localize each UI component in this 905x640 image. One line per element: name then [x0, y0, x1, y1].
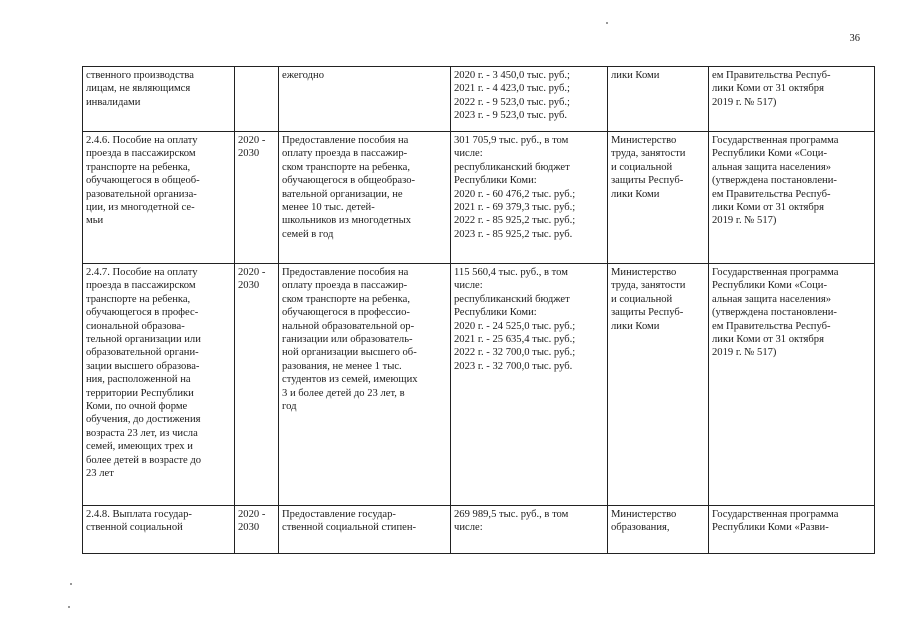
result-cell [279, 132, 451, 264]
measure-cell [83, 67, 235, 132]
cell-text-line: разовательной организа- [86, 188, 197, 200]
cell-text-line: ственного производства [86, 70, 194, 81]
cell-text-line: проезда в пассажирском [86, 280, 196, 292]
cell-text-line: 3 и более детей до 23 лет, в [282, 387, 405, 399]
cell-text-line: числе: [454, 148, 483, 160]
cell-text-line: числе: [454, 280, 483, 292]
cell-text-line: обучающегося в профессио- [282, 307, 410, 319]
page-number: 36 [849, 33, 860, 44]
cell-text-line: 2020 г. - 3 450,0 тыс. руб.; [454, 70, 570, 81]
scan-speck [70, 583, 72, 585]
measure-cell [83, 506, 235, 554]
years-cell [235, 264, 279, 506]
cell-text-line: более детей в возрасте до [86, 454, 202, 466]
years-cell [235, 132, 279, 264]
cell-text-line: 2.4.8. Выплата государ- [86, 509, 192, 520]
cell-text-line: лики Коми [611, 320, 660, 332]
cell-text-line: 2019 г. № 517) [712, 347, 777, 359]
cell-text-line: Министерство [611, 509, 677, 520]
executor-cell [608, 67, 709, 132]
cell-text-line: Республики Коми «Разви- [712, 522, 829, 534]
cell-text-line: тельной организации или [86, 334, 201, 346]
cell-text-line: ния, расположенной на [86, 374, 191, 386]
cell-text-line: сиональной образова- [86, 320, 185, 332]
cell-text-line: Государственная программа [712, 135, 839, 146]
cell-text-line: Коми, по очной форме [86, 401, 188, 413]
measures-table [82, 66, 875, 554]
cell-text-line: Министерство [611, 267, 677, 278]
cell-text-line: лики Коми от 31 октября [712, 83, 824, 95]
cell-text-line: 2030 [238, 148, 260, 160]
cell-text-line: транспорте на ребенка, [86, 161, 191, 173]
years-cell [235, 506, 279, 554]
cell-text-line: транспорте на ребенка, [86, 293, 191, 305]
cell-text-line: 2021 г. - 25 635,4 тыс. руб.; [454, 334, 576, 346]
measure-cell [83, 132, 235, 264]
cell-text-line: 23 лет [86, 468, 114, 480]
cell-text-line: ем Правительства Респуб- [712, 188, 831, 200]
scan-speck [68, 606, 70, 608]
result-cell [279, 506, 451, 554]
cell-text-line: образования, [611, 522, 670, 534]
cell-text-line: защиты Респуб- [611, 175, 684, 187]
cell-text-line: 2020 - [238, 135, 266, 146]
cell-text-line: семей, имеющих трех и [86, 441, 193, 453]
cell-text-line: (утверждена постановлени- [712, 307, 837, 319]
cell-text-line: 2020 - [238, 509, 266, 520]
cell-text-line: ственной социальной стипен- [282, 522, 417, 534]
cell-text-line: 2022 г. - 85 925,2 тыс. руб.; [454, 215, 576, 227]
cell-text-line: 2020 г. - 60 476,2 тыс. руб.; [454, 188, 576, 200]
funding-cell [451, 506, 608, 554]
cell-text-line: лики Коми от 31 октября [712, 202, 824, 214]
cell-text-line: и социальной [611, 293, 673, 305]
cell-text-line: территории Республики [86, 387, 194, 399]
cell-text-line: 2.4.6. Пособие на оплату [86, 135, 198, 146]
cell-text-line: 2022 г. - 32 700,0 тыс. руб.; [454, 347, 576, 359]
cell-text-line: ганизации или образователь- [282, 334, 413, 346]
cell-text-line: ции, из многодетной се- [86, 202, 195, 214]
cell-text-line: ском транспорте на ребенка, [282, 293, 410, 305]
cell-text-line: Государственная программа [712, 267, 839, 278]
cell-text-line: 2020 - [238, 267, 266, 278]
cell-text-line: ной организации высшего об- [282, 347, 417, 359]
cell-text-line: альная защита населения» [712, 293, 832, 305]
cell-text-line: Республики Коми: [454, 175, 537, 187]
executor-cell [608, 132, 709, 264]
cell-text-line: труда, занятости [611, 280, 686, 292]
funding-cell [451, 67, 608, 132]
cell-text-line: оплату проезда в пассажир- [282, 148, 408, 160]
cell-text-line: обучающегося в профес- [86, 307, 199, 319]
cell-text-line: 2019 г. № 517) [712, 96, 777, 108]
cell-text-line: год [282, 401, 297, 413]
table-row [83, 264, 875, 506]
program-cell [709, 132, 875, 264]
cell-text-line: числе: [454, 522, 483, 534]
cell-text-line: ежегодно [282, 70, 325, 81]
cell-text-line: мьи [86, 215, 104, 227]
cell-text-line: 2030 [238, 522, 260, 534]
cell-text-line: вательной организации, не [282, 188, 403, 200]
cell-text-line: обучения, до достижения [86, 414, 201, 426]
cell-text-line: обучающегося в общеобразо- [282, 175, 416, 187]
cell-text-line: 115 560,4 тыс. руб., в том [454, 267, 568, 278]
program-cell [709, 506, 875, 554]
cell-text-line: Предоставление государ- [282, 509, 396, 520]
cell-text-line: и социальной [611, 161, 673, 173]
cell-text-line: инвалидами [86, 96, 141, 108]
cell-text-line: труда, занятости [611, 148, 686, 160]
cell-text-line: разования, не менее 1 тыс. [282, 360, 402, 372]
cell-text-line: защиты Респуб- [611, 307, 684, 319]
executor-cell [608, 264, 709, 506]
cell-text-line: студентов из семей, имеющих [282, 374, 418, 386]
cell-text-line: 2023 г. - 32 700,0 тыс. руб. [454, 360, 573, 372]
program-cell [709, 67, 875, 132]
cell-text-line: республиканский бюджет [454, 161, 570, 173]
cell-text-line: 269 989,5 тыс. руб., в том [454, 509, 569, 520]
result-cell [279, 67, 451, 132]
cell-text-line: Предоставление пособия на [282, 135, 409, 146]
cell-text-line: Государственная программа [712, 509, 839, 520]
cell-text-line: 2020 г. - 24 525,0 тыс. руб.; [454, 320, 576, 332]
table-row [83, 506, 875, 554]
cell-text-line: оплату проезда в пассажир- [282, 280, 408, 292]
cell-text-line: менее 10 тыс. детей- [282, 202, 375, 214]
cell-text-line: 2023 г. - 9 523,0 тыс. руб. [454, 110, 567, 122]
measure-cell [83, 264, 235, 506]
cell-text-line: 2.4.7. Пособие на оплату [86, 267, 198, 278]
cell-text-line: ем Правительства Респуб- [712, 70, 831, 81]
cell-text-line: ском транспорте на ребенка, [282, 161, 410, 173]
funding-cell [451, 132, 608, 264]
cell-text-line: 2030 [238, 280, 260, 292]
program-cell [709, 264, 875, 506]
result-cell [279, 264, 451, 506]
cell-text-line: зации высшего образова- [86, 360, 200, 372]
cell-text-line: возраста 23 лет, из числа [86, 427, 198, 439]
table-row [83, 67, 875, 132]
cell-text-line: лицам, не являющимся [86, 83, 191, 95]
cell-text-line: лики Коми [611, 188, 660, 200]
cell-text-line: лики Коми от 31 октября [712, 334, 824, 346]
cell-text-line: 2019 г. № 517) [712, 215, 777, 227]
cell-text-line: Республики Коми «Соци- [712, 280, 827, 292]
cell-text-line: школьников из многодетных [282, 215, 411, 227]
cell-text-line: Республики Коми: [454, 307, 537, 319]
cell-text-line: 2023 г. - 85 925,2 тыс. руб. [454, 228, 573, 240]
cell-text-line: Предоставление пособия на [282, 267, 409, 278]
cell-text-line: 301 705,9 тыс. руб., в том [454, 135, 569, 146]
cell-text-line: Министерство [611, 135, 677, 146]
funding-cell [451, 264, 608, 506]
cell-text-line: (утверждена постановлени- [712, 175, 837, 187]
table-row [83, 132, 875, 264]
cell-text-line: семей в год [282, 228, 334, 240]
cell-text-line: 2022 г. - 9 523,0 тыс. руб.; [454, 96, 570, 108]
cell-text-line: обучающегося в общеоб- [86, 175, 200, 187]
cell-text-line: нальной образовательной ор- [282, 320, 415, 332]
cell-text-line: проезда в пассажирском [86, 148, 196, 160]
cell-text-line: 2021 г. - 4 423,0 тыс. руб.; [454, 83, 570, 95]
cell-text-line: республиканский бюджет [454, 293, 570, 305]
cell-text-line: лики Коми [611, 70, 660, 81]
executor-cell [608, 506, 709, 554]
cell-text-line: ственной социальной [86, 522, 183, 534]
cell-text-line: Республики Коми «Соци- [712, 148, 827, 160]
cell-text-line: 2021 г. - 69 379,3 тыс. руб.; [454, 202, 576, 214]
scan-speck [606, 22, 608, 24]
cell-text-line: образовательной органи- [86, 347, 199, 359]
cell-text-line: альная защита населения» [712, 161, 832, 173]
cell-text-line: ем Правительства Респуб- [712, 320, 831, 332]
years-cell [235, 67, 279, 132]
table-body [83, 67, 875, 554]
